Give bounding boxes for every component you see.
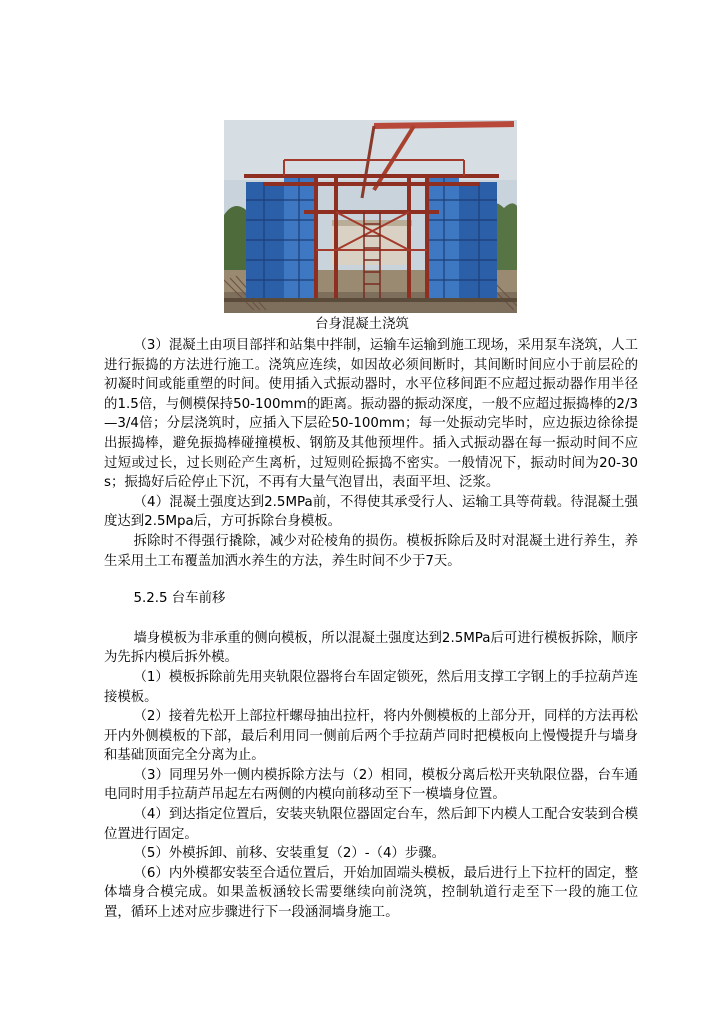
paragraph: （1）模板拆除前先用夹轨限位器将台车固定锁死，然后用支撑工字钢上的手拉葫芦连接模板。 [104,669,638,705]
paragraph: （4）混凝土强度达到2.5MPa前，不得使其承受行人、运输工具等荷载。待混凝土强度达到2.5Mpa后，方可拆除台身模板。 [104,494,638,530]
paragraph: （5）外模拆卸、前移、安装重复（2）-（4）步骤。 [133,846,446,862]
paragraph: （4）到达指定位置后，安装夹轨限位器固定台车，然后卸下内模人工配合安装到合模位置进行固定。 [104,807,638,842]
paragraph: （2）接着先松开上部拉杆螺母抽出拉杆，将内外侧模板的上部分开，同样的方法再松开内外侧模板的下部，最后利用同一侧前后两个手拉葫芦同时把模板向上慢慢提升与墙身和基础顶面完全分离为止。 [104,709,638,764]
figure-caption: 台身混凝土浇筑 [315,317,409,332]
paragraph: （3）同理另外一侧内模拆除方法与（2）相同，模板分离后松开夹轨限位器，台车通电同时用手拉葫芦吊起左右两侧的内模向前移动至下一模墙身位置。 [104,767,638,803]
body-text [104,336,638,923]
paragraph: （6）内外模都安装至合适位置后，开始加固端头模板，最后进行上下拉杆的固定，整体墙身合模完成。如果盖板涵较长需要继续向前浇筑，控制轨道行走至下一段的施工位置，循环上述对应步骤进行下一段涵洞墙身施工。 [104,865,638,921]
paragraph: （3）混凝土由项目部拌和站集中拌制，运输车运输到施工现场，采用泵车浇筑，人工进行振捣的方法进行施工。浇筑应连续，如因故必须间断时，其间断时间应小于前层砼的初凝时间或能重塑的时间。使用插入式振动器时，水平位移间距不应超过振动器作用半径的1.5倍，与侧模保持50-100mm的距离。振动器的振动深度，一般不应超过振捣棒的2/3—3/4倍；分层浇筑时，应插入下层砼50-100mm；每一处振动完毕时，应边振边徐徐提出振捣棒，避免振捣棒碰撞模板、钢筋及其他预埋件。插入式振动器在每一振动时间不应过短或过长，过长则砼产生离析，过短则砼振捣不密实。一般情况下，振动时间为20-30s；振捣好后砼停止下沉，不再有大量气泡冒出，表面平坦、泛浆。 [104,338,638,491]
paragraph: 拆除时不得强行撬除，减少对砼棱角的损伤。模板拆除后及时对混凝土进行养生，养生采用土工布覆盖加洒水养生的方法，养生时间不少于7天。 [104,533,638,569]
formwork-trolley-photo [224,120,517,313]
paragraph: 墙身模板为非承重的侧向模板，所以混凝土强度达到2.5MPa后可进行模板拆除，顺序为先拆内模后拆外模。 [104,630,638,666]
section-heading: 5.2.5 台车前移 [133,591,226,607]
